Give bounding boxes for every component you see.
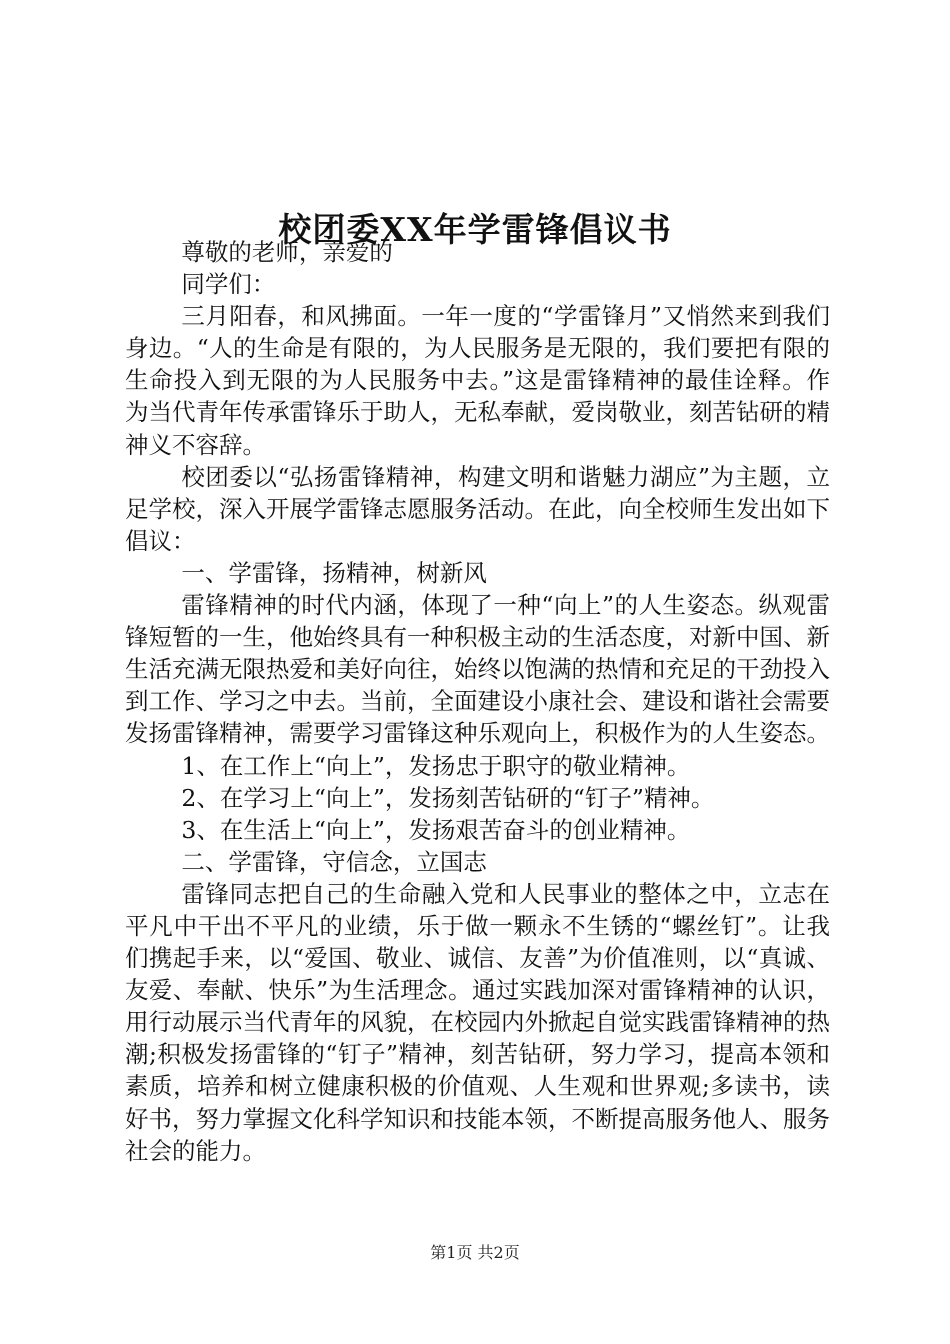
document-body — [125, 236, 830, 1167]
salutation-line-2: 同学们： — [181, 270, 276, 299]
list-item: 2、在学习上“向上”，发扬刻苦钻研的“钉子”精神。 — [181, 783, 715, 812]
page-footer: 第1页 共2页 — [430, 1243, 520, 1262]
list-item: 1、在工作上“向上”，发扬忠于职守的敬业精神。 — [181, 751, 691, 780]
list-item: 3、在生活上“向上”，发扬艰苦奋斗的创业精神。 — [181, 815, 691, 844]
salutation-line-1: 尊敬的老师，亲爱的 — [181, 238, 393, 266]
section-heading: 一、学雷锋，扬精神，树新风 — [181, 558, 487, 587]
paragraph: 校团委以“弘扬雷锋精神，构建文明和谐魅力湖应”为主题，立足学校，深入开展学雷锋志愿服务活动。在此，向全校师生发出如下倡议： — [125, 462, 830, 555]
section-heading: 二、学雷锋，守信念，立国志 — [181, 847, 487, 876]
document-title: 校团委XX年学雷锋倡议书 — [278, 210, 672, 250]
paragraph: 三月阳春，和风拂面。一年一度的“学雷锋月”又悄然来到我们身边。“人的生命是有限的，为人民服务是无限的，我们要把有限的生命投入到无限的为人民服务中去。”这是雷锋精神的最佳诠释。作为当代青年传承雷锋乐于助人，无私奉献，爱岗敬业，刻苦钻研的精神义不容辞。 — [125, 302, 830, 459]
paragraph: 雷锋同志把自己的生命融入党和人民事业的整体之中，立志在平凡中干出不平凡的业绩，乐于做一颗永不生锈的“螺丝钉”。让我们携起手来，以“爱国、敬业、诚信、友善”为价值准则，以“真诚、友爱、奉献、快乐”为生活理念。通过实践加深对雷锋精神的认识，用行动展示当代青年的风貌，在校园内外掀起自觉实践雷锋精神的热潮;积极发扬雷锋的“钉子”精神，刻苦钻研，努力学习，提高本领和素质，培养和树立健康积极的价值观、人生观和世界观;多读书，读好书，努力掌握文化科学知识和技能本领，不断提高服务他人、服务社会的能力。 — [125, 879, 830, 1165]
paragraph: 雷锋精神的时代内涵，体现了一种“向上”的人生姿态。纵观雷锋短暂的一生，他始终具有一种积极主动的生活态度，对新中国、新生活充满无限热爱和美好向往，始终以饱满的热情和充足的干劲投入到工作、学习之中去。当前，全面建设小康社会、建设和谐社会需要发扬雷锋精神，需要学习雷锋这种乐观向上，积极作为的人生姿态。 — [125, 591, 830, 748]
